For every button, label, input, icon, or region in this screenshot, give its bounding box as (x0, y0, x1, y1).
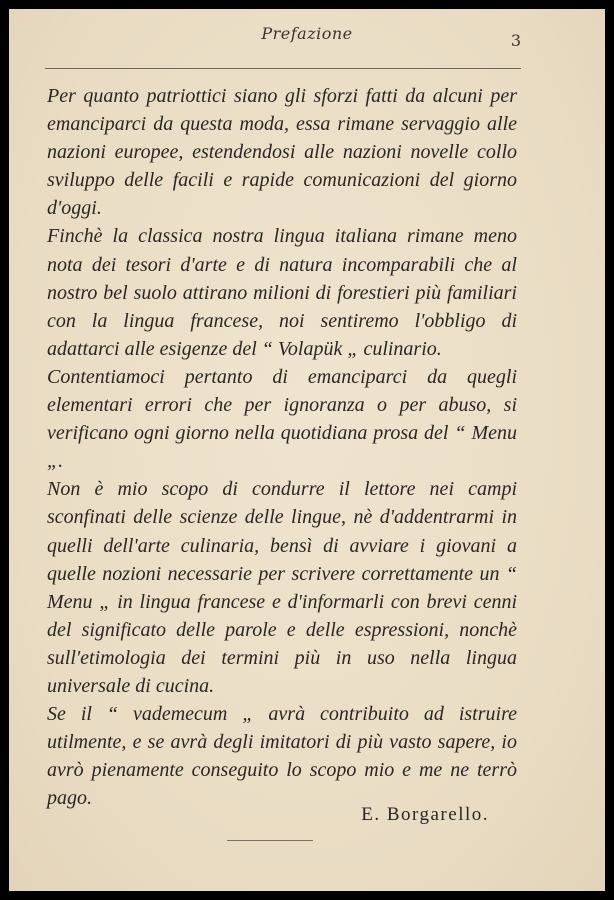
paragraph: Per quanto patriottici siano gli sforzi fatti da alcuni per emanciparci da questa moda, essa rimane servaggio alle nazioni europee, estendendosi alle nazioni novelle collo sviluppo delle facili e rapide comunicazioni del giorno d'oggi. (47, 85, 517, 220)
paragraph: Contentiamoci pertanto di emanciparci da quegli elementari errori che per ignoranza o per abuso, si verificano ogni giorno nella quotidiana prosa del “ Menu „. (47, 365, 517, 473)
paragraph: Non è mio scopo di condurre il lettore nei campi sconfinati delle scienze delle lingue, nè d'addentrarmi in quelli dell'arte culinaria, bensì di avviare i giovani a quelle nozioni necessarie per scrivere correttamente un “ Menu „ in lingua francese e d'informarli con brevi cenni del significato delle parole e delle espressioni, nonchè sull'etimologia dei termini più in uso nella lingua universale di cucina. (47, 478, 517, 697)
page-number: 3 (510, 31, 521, 50)
preface-body (47, 82, 517, 812)
header-rule (45, 68, 521, 69)
author-signature: E. Borgarello. (361, 804, 489, 825)
paragraph: Se il “ vademecum „ avrà contribuito ad istruire utilmente, e se avrà degli imitatori di più vasto sapere, io avrò pienamente conseguito lo scopo mio e me ne terrò pago. (47, 703, 517, 810)
closing-rule (227, 840, 313, 841)
running-header (9, 24, 605, 54)
paragraph: Finchè la classica nostra lingua italiana rimane meno nota dei tesori d'arte e di natura incomparabili che al nostro bel suolo attirano milioni di forestieri più familiari con la lingua francese, noi sentiremo l'obbligo di adattarci alle esigenze del “ Volapük „ culinario. (47, 225, 517, 360)
header-title: Prefazione (261, 24, 353, 43)
book-page (9, 9, 605, 891)
